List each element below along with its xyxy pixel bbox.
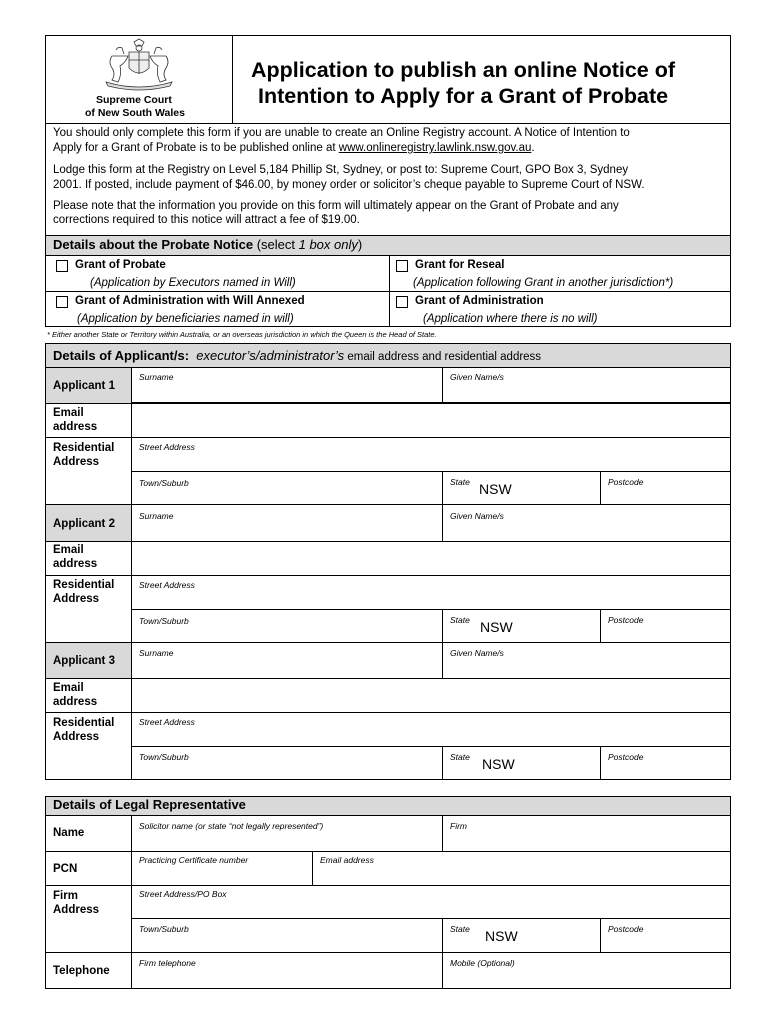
postcode-hint: Postcode xyxy=(608,615,644,625)
surname-hint: Surname xyxy=(139,511,174,521)
legal-email-hint: Email address xyxy=(320,855,374,865)
grant-admin-will-annexed-checkbox[interactable] xyxy=(56,296,68,308)
applicant-2-email-input[interactable] xyxy=(132,542,730,574)
firm-street-hint: Street Address/PO Box xyxy=(139,889,227,899)
email-label: Email address xyxy=(53,407,98,433)
page-title-line2: Intention to Apply for a Grant of Probate xyxy=(258,84,669,108)
firm-postcode-input[interactable] xyxy=(601,935,730,951)
applicant-1-given-names-input[interactable] xyxy=(443,383,730,401)
firm-address-label: Firm Address xyxy=(53,890,100,916)
street-address-hint: Street Address xyxy=(139,442,195,452)
pcn-hint: Practicing Certificate number xyxy=(139,855,249,865)
residential-address-label: Residential Address xyxy=(53,442,115,468)
firm-street-input[interactable] xyxy=(132,900,730,917)
firm-hint: Firm xyxy=(450,821,467,831)
postcode-hint: Postcode xyxy=(608,752,644,762)
postcode-hint: Postcode xyxy=(608,477,644,487)
page-title-line1: Application to publish an online Notice of xyxy=(251,58,676,82)
given-names-hint: Given Name/s xyxy=(450,372,504,382)
applicant-3-state-value[interactable]: NSW xyxy=(482,756,515,772)
given-names-hint: Given Name/s xyxy=(450,511,504,521)
applicant-3-email-input[interactable] xyxy=(132,679,730,711)
town-suburb-hint: Town/Suburb xyxy=(139,752,189,762)
applicant-3-label: Applicant 3 xyxy=(53,655,115,667)
grant-of-administration-checkbox[interactable] xyxy=(396,296,408,308)
intro-p3-line2: corrections required to this notice will attract a fee of $19.00. xyxy=(53,214,360,226)
street-address-hint: Street Address xyxy=(139,717,195,727)
intro-p2-line2: 2001. If posted, include payment of $46.00, by money order or solicitor’s cheque payable to Supreme Court of NSW. xyxy=(53,179,645,191)
applicant-3-postcode-input[interactable] xyxy=(601,763,730,779)
online-registry-link[interactable]: www.onlineregistry.lawlink.nsw.gov.au xyxy=(338,142,532,154)
grant-of-probate-note: (Application by Executors named in Will) xyxy=(90,277,296,289)
intro-p1-line1: You should only complete this form if you are unable to create an Online Registry account. A Notice of Intention to xyxy=(53,127,630,139)
applicant-3-surname-input[interactable] xyxy=(132,658,441,676)
grant-for-reseal-label: Grant for Reseal xyxy=(415,259,505,271)
email-label: Email address xyxy=(53,682,98,708)
pcn-input[interactable] xyxy=(132,866,311,884)
firm-state-hint: State xyxy=(450,924,470,934)
intro-p2-line1: Lodge this form at the Registry on Level 5,184 Phillip St, Sydney, or post to: Supreme Court, GPO Box 3, Sydney xyxy=(53,164,629,176)
probate-section-title: Details about the Probate Notice (select 1 box only) xyxy=(53,237,363,252)
grant-of-administration-label: Grant of Administration xyxy=(415,295,544,307)
applicants-section-title: Details of Applicant/s: executor’s/administrator’s email address and residential address xyxy=(53,348,542,363)
solicitor-name-hint: Solicitor name (or state “not legally represented”) xyxy=(139,821,324,831)
grant-of-probate-checkbox[interactable] xyxy=(56,260,68,272)
applicant-1-surname-input[interactable] xyxy=(132,383,441,401)
firm-state-value[interactable]: NSW xyxy=(485,928,518,944)
legal-section-title: Details of Legal Representative xyxy=(53,797,246,812)
coat-of-arms-icon xyxy=(98,38,180,92)
court-name-line2: of New South Wales xyxy=(85,107,185,119)
grant-of-administration-note: (Application where there is no will) xyxy=(423,313,598,325)
intro-p1-line2: Apply for a Grant of Probate is to be published online at www.onlineregistry.lawlink.nsw.gov.au. xyxy=(53,142,535,154)
court-name-line1: Supreme Court xyxy=(96,94,172,106)
legal-name-label: Name xyxy=(53,827,85,839)
applicant-1-email-input[interactable] xyxy=(132,404,730,436)
applicant-3-given-names-input[interactable] xyxy=(443,658,730,676)
firm-town-input[interactable] xyxy=(132,935,441,951)
town-suburb-hint: Town/Suburb xyxy=(139,478,189,488)
mobile-input[interactable] xyxy=(443,969,730,987)
state-hint: State xyxy=(450,615,470,625)
header-divider xyxy=(232,35,233,124)
given-names-hint: Given Name/s xyxy=(450,648,504,658)
applicant-2-state-value[interactable]: NSW xyxy=(480,619,513,635)
email-label: Email address xyxy=(53,544,98,570)
residential-address-label: Residential Address xyxy=(53,579,115,605)
applicant-1-town-input[interactable] xyxy=(132,488,441,503)
street-address-hint: Street Address xyxy=(139,580,195,590)
state-hint: State xyxy=(450,752,470,762)
solicitor-name-input[interactable] xyxy=(132,832,441,850)
town-suburb-hint: Town/Suburb xyxy=(139,616,189,626)
telephone-label: Telephone xyxy=(53,965,110,977)
grant-admin-will-annexed-label: Grant of Administration with Will Annexed xyxy=(75,295,305,307)
applicant-1-state-value[interactable]: NSW xyxy=(479,481,512,497)
mobile-hint: Mobile (Optional) xyxy=(450,958,515,968)
firm-telephone-input[interactable] xyxy=(132,969,441,987)
firm-town-hint: Town/Suburb xyxy=(139,924,189,934)
applicant-1-postcode-input[interactable] xyxy=(601,488,730,503)
legal-email-input[interactable] xyxy=(313,866,730,884)
firm-postcode-hint: Postcode xyxy=(608,924,644,934)
grant-for-reseal-note: (Application following Grant in another jurisdiction*) xyxy=(413,277,674,289)
applicant-2-surname-input[interactable] xyxy=(132,521,441,539)
surname-hint: Surname xyxy=(139,372,174,382)
applicant-3-street-input[interactable] xyxy=(132,728,730,745)
applicant-3-town-input[interactable] xyxy=(132,763,441,779)
grant-admin-will-annexed-note: (Application by beneficiaries named in will) xyxy=(77,313,294,325)
applicant-2-street-input[interactable] xyxy=(132,591,730,608)
jurisdiction-footnote: * Either another State or Territory within Australia, or an overseas jurisdiction in which the Queen is the Head of State. xyxy=(47,330,437,339)
intro-p3-line1: Please note that the information you provide on this form will ultimately appear on the Grant of Probate and any xyxy=(53,200,619,212)
applicant-2-label: Applicant 2 xyxy=(53,518,115,530)
firm-name-input[interactable] xyxy=(443,832,730,850)
applicant-1-label: Applicant 1 xyxy=(53,380,115,392)
applicant-2-postcode-input[interactable] xyxy=(601,626,730,641)
grant-for-reseal-checkbox[interactable] xyxy=(396,260,408,272)
firm-telephone-hint: Firm telephone xyxy=(139,958,196,968)
surname-hint: Surname xyxy=(139,648,174,658)
residential-address-label: Residential Address xyxy=(53,717,115,743)
grant-of-probate-label: Grant of Probate xyxy=(75,259,166,271)
applicant-2-town-input[interactable] xyxy=(132,626,441,641)
pcn-label: PCN xyxy=(53,863,78,875)
applicant-1-street-input[interactable] xyxy=(132,453,730,470)
state-hint: State xyxy=(450,477,470,487)
applicant-2-given-names-input[interactable] xyxy=(443,521,730,539)
